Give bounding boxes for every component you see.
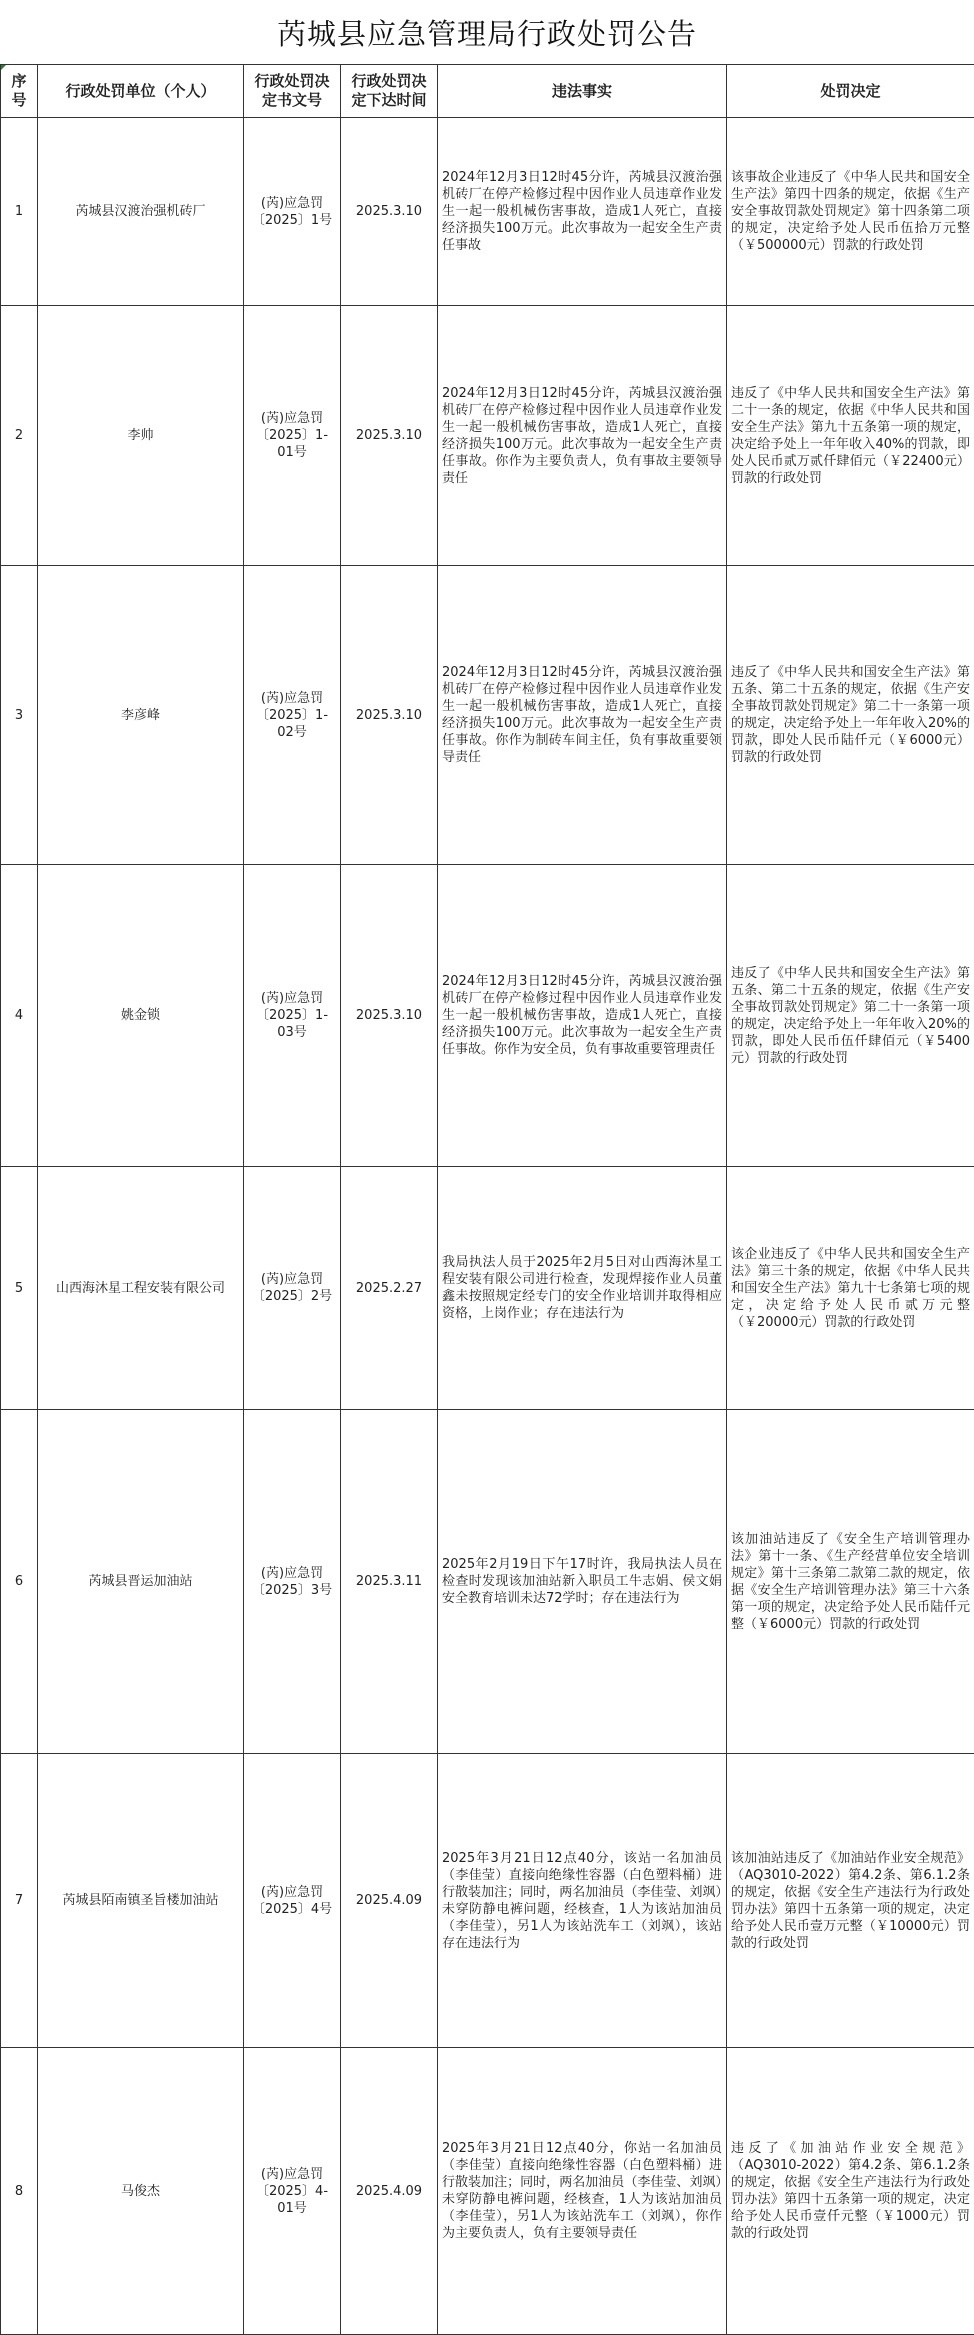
row-seq: 6 bbox=[1, 1410, 38, 1754]
row-doc-no: (芮)应急罚〔2025〕4-01号 bbox=[244, 2048, 341, 2335]
header-unit: 行政处罚单位（个人） bbox=[38, 65, 244, 118]
table-row bbox=[1, 1167, 974, 1410]
row-facts: 2025年3月21日12点40分，你站一名加油员（李佳莹）直接向绝缘性容器（白色塑料桶）进行散装加注；同时，两名加油员（李佳莹、刘飒）未穿防静电裤问题，经核查，1人为该站加油员（李佳莹），另1人为该站洗车工（刘飒），你作为主要负责人，负有主要领导责任 bbox=[438, 2048, 727, 2335]
header-seq: 序号 bbox=[1, 65, 38, 118]
row-decision: 违反了《中华人民共和国安全生产法》第五条、第二十五条的规定，依据《生产安全事故罚款处罚规定》第二十一条第一项的规定，决定给予处上一年年收入20%的罚款，即处人民币陆仟元（￥6000元）罚款的行政处罚 bbox=[727, 566, 974, 865]
row-date: 2025.4.09 bbox=[341, 2048, 438, 2335]
row-seq: 7 bbox=[1, 1754, 38, 2048]
row-decision: 该加油站违反了《安全生产培训管理办法》第十一条、《生产经营单位安全培训规定》第十三条第二款第二款的规定，依据《安全生产培训管理办法》第三十六条第一项的规定，决定给予处人民币陆仟元整（￥6000元）罚款的行政处罚 bbox=[727, 1410, 974, 1754]
row-date: 2025.3.10 bbox=[341, 306, 438, 566]
page-title: 芮城县应急管理局行政处罚公告 bbox=[0, 12, 974, 56]
row-unit: 李帅 bbox=[38, 306, 244, 566]
table-row bbox=[1, 865, 974, 1167]
table-header-row bbox=[1, 65, 974, 118]
table-row bbox=[1, 306, 974, 566]
row-date: 2025.4.09 bbox=[341, 1754, 438, 2048]
row-seq: 1 bbox=[1, 118, 38, 306]
row-date: 2025.3.10 bbox=[341, 118, 438, 306]
row-date: 2025.3.11 bbox=[341, 1410, 438, 1754]
cell-corner-mark bbox=[1, 65, 6, 70]
table-row bbox=[1, 566, 974, 865]
table-row bbox=[1, 1754, 974, 2048]
row-date: 2025.3.10 bbox=[341, 566, 438, 865]
row-doc-no: (芮)应急罚〔2025〕3号 bbox=[244, 1410, 341, 1754]
table-row bbox=[1, 2048, 974, 2335]
row-date: 2025.2.27 bbox=[341, 1167, 438, 1410]
row-seq: 2 bbox=[1, 306, 38, 566]
row-decision: 该企业违反了《中华人民共和国安全生产法》第三十条的规定，依据《中华人民共和国安全生产法》第九十七条第七项的规定，决定给予处人民币贰万元整（￥20000元）罚款的行政处罚 bbox=[727, 1167, 974, 1410]
row-unit: 芮城县陌南镇圣旨楼加油站 bbox=[38, 1754, 244, 2048]
table-row bbox=[1, 1410, 974, 1754]
row-doc-no: (芮)应急罚〔2025〕1号 bbox=[244, 118, 341, 306]
header-doc-no: 行政处罚决定书文号 bbox=[244, 65, 341, 118]
row-unit: 芮城县汉渡治强机砖厂 bbox=[38, 118, 244, 306]
row-date: 2025.3.10 bbox=[341, 865, 438, 1167]
row-facts: 2024年12月3日12时45分许，芮城县汉渡治强机砖厂在停产检修过程中因作业人员违章作业发生一起一般机械伤害事故，造成1人死亡，直接经济损失100万元。此次事故为一起安全生产责任事故 bbox=[438, 118, 727, 306]
penalty-table bbox=[0, 64, 974, 2335]
row-unit: 芮城县晋运加油站 bbox=[38, 1410, 244, 1754]
row-decision: 该加油站违反了《加油站作业安全规范》（AQ3010-2022）第4.2条、第6.1.2条的规定，依据《安全生产违法行为行政处罚办法》第四十五条第一项的规定，决定给予处人民币壹万元整（￥10000元）罚款的行政处罚 bbox=[727, 1754, 974, 2048]
row-seq: 5 bbox=[1, 1167, 38, 1410]
row-facts: 2024年12月3日12时45分许，芮城县汉渡治强机砖厂在停产检修过程中因作业人员违章作业发生一起一般机械伤害事故，造成1人死亡，直接经济损失100万元。此次事故为一起安全生产责任事故。你作为主要负责人，负有事故主要领导责任 bbox=[438, 306, 727, 566]
row-seq: 8 bbox=[1, 2048, 38, 2335]
row-decision: 违反了《加油站作业安全规范》（AQ3010-2022）第4.2条、第6.1.2条的规定，依据《安全生产违法行为行政处罚办法》第四十五条第一项的规定，决定给予处人民币壹仟元整（￥1000元）罚款的行政处罚 bbox=[727, 2048, 974, 2335]
header-decision: 处罚决定 bbox=[727, 65, 974, 118]
row-decision: 违反了《中华人民共和国安全生产法》第二十一条的规定，依据《中华人民共和国安全生产法》第九十五条第一项的规定，决定给予处上一年年收入40%的罚款，即处人民币贰万贰仟肆佰元（￥22400元）罚款的行政处罚 bbox=[727, 306, 974, 566]
table-row bbox=[1, 118, 974, 306]
row-unit: 山西海沐星工程安装有限公司 bbox=[38, 1167, 244, 1410]
header-date: 行政处罚决定下达时间 bbox=[341, 65, 438, 118]
row-facts: 2025年3月21日12点40分，该站一名加油员（李佳莹）直接向绝缘性容器（白色塑料桶）进行散装加注；同时，两名加油员（李佳莹、刘飒）未穿防静电裤问题，经核查，1人为该站加油员（李佳莹），另1人为该站洗车工（刘飒），该站存在违法行为 bbox=[438, 1754, 727, 2048]
row-facts: 2024年12月3日12时45分许，芮城县汉渡治强机砖厂在停产检修过程中因作业人员违章作业发生一起一般机械伤害事故，造成1人死亡，直接经济损失100万元。此次事故为一起安全生产责任事故。你作为制砖车间主任，负有事故重要领导责任 bbox=[438, 566, 727, 865]
row-seq: 3 bbox=[1, 566, 38, 865]
row-unit: 马俊杰 bbox=[38, 2048, 244, 2335]
row-decision: 违反了《中华人民共和国安全生产法》第五条、第二十五条的规定，依据《生产安全事故罚款处罚规定》第二十一条第一项的规定，决定给予处上一年年收入20%的罚款，即处人民币伍仟肆佰元（￥5400元）罚款的行政处罚 bbox=[727, 865, 974, 1167]
row-unit: 姚金锁 bbox=[38, 865, 244, 1167]
row-decision: 该事故企业违反了《中华人民共和国安全生产法》第四十四条的规定，依据《生产安全事故罚款处罚规定》第十四条第二项的规定，决定给予处人民币伍拾万元整（￥500000元）罚款的行政处罚 bbox=[727, 118, 974, 306]
row-facts: 我局执法人员于2025年2月5日对山西海沐星工程安装有限公司进行检查，发现焊接作业人员董鑫未按照规定经专门的安全作业培训并取得相应资格，上岗作业；存在违法行为 bbox=[438, 1167, 727, 1410]
header-facts: 违法事实 bbox=[438, 65, 727, 118]
row-doc-no: (芮)应急罚〔2025〕1-02号 bbox=[244, 566, 341, 865]
row-facts: 2025年2月19日下午17时许，我局执法人员在检查时发现该加油站新入职员工牛志娟、侯文娟安全教育培训未达72学时；存在违法行为 bbox=[438, 1410, 727, 1754]
row-doc-no: (芮)应急罚〔2025〕2号 bbox=[244, 1167, 341, 1410]
row-seq: 4 bbox=[1, 865, 38, 1167]
row-doc-no: (芮)应急罚〔2025〕1-01号 bbox=[244, 306, 341, 566]
row-unit: 李彦峰 bbox=[38, 566, 244, 865]
row-doc-no: (芮)应急罚〔2025〕4号 bbox=[244, 1754, 341, 2048]
row-doc-no: (芮)应急罚〔2025〕1-03号 bbox=[244, 865, 341, 1167]
row-facts: 2024年12月3日12时45分许，芮城县汉渡治强机砖厂在停产检修过程中因作业人员违章作业发生一起一般机械伤害事故，造成1人死亡，直接经济损失100万元。此次事故为一起安全生产责任事故。你作为安全员，负有事故重要管理责任 bbox=[438, 865, 727, 1167]
